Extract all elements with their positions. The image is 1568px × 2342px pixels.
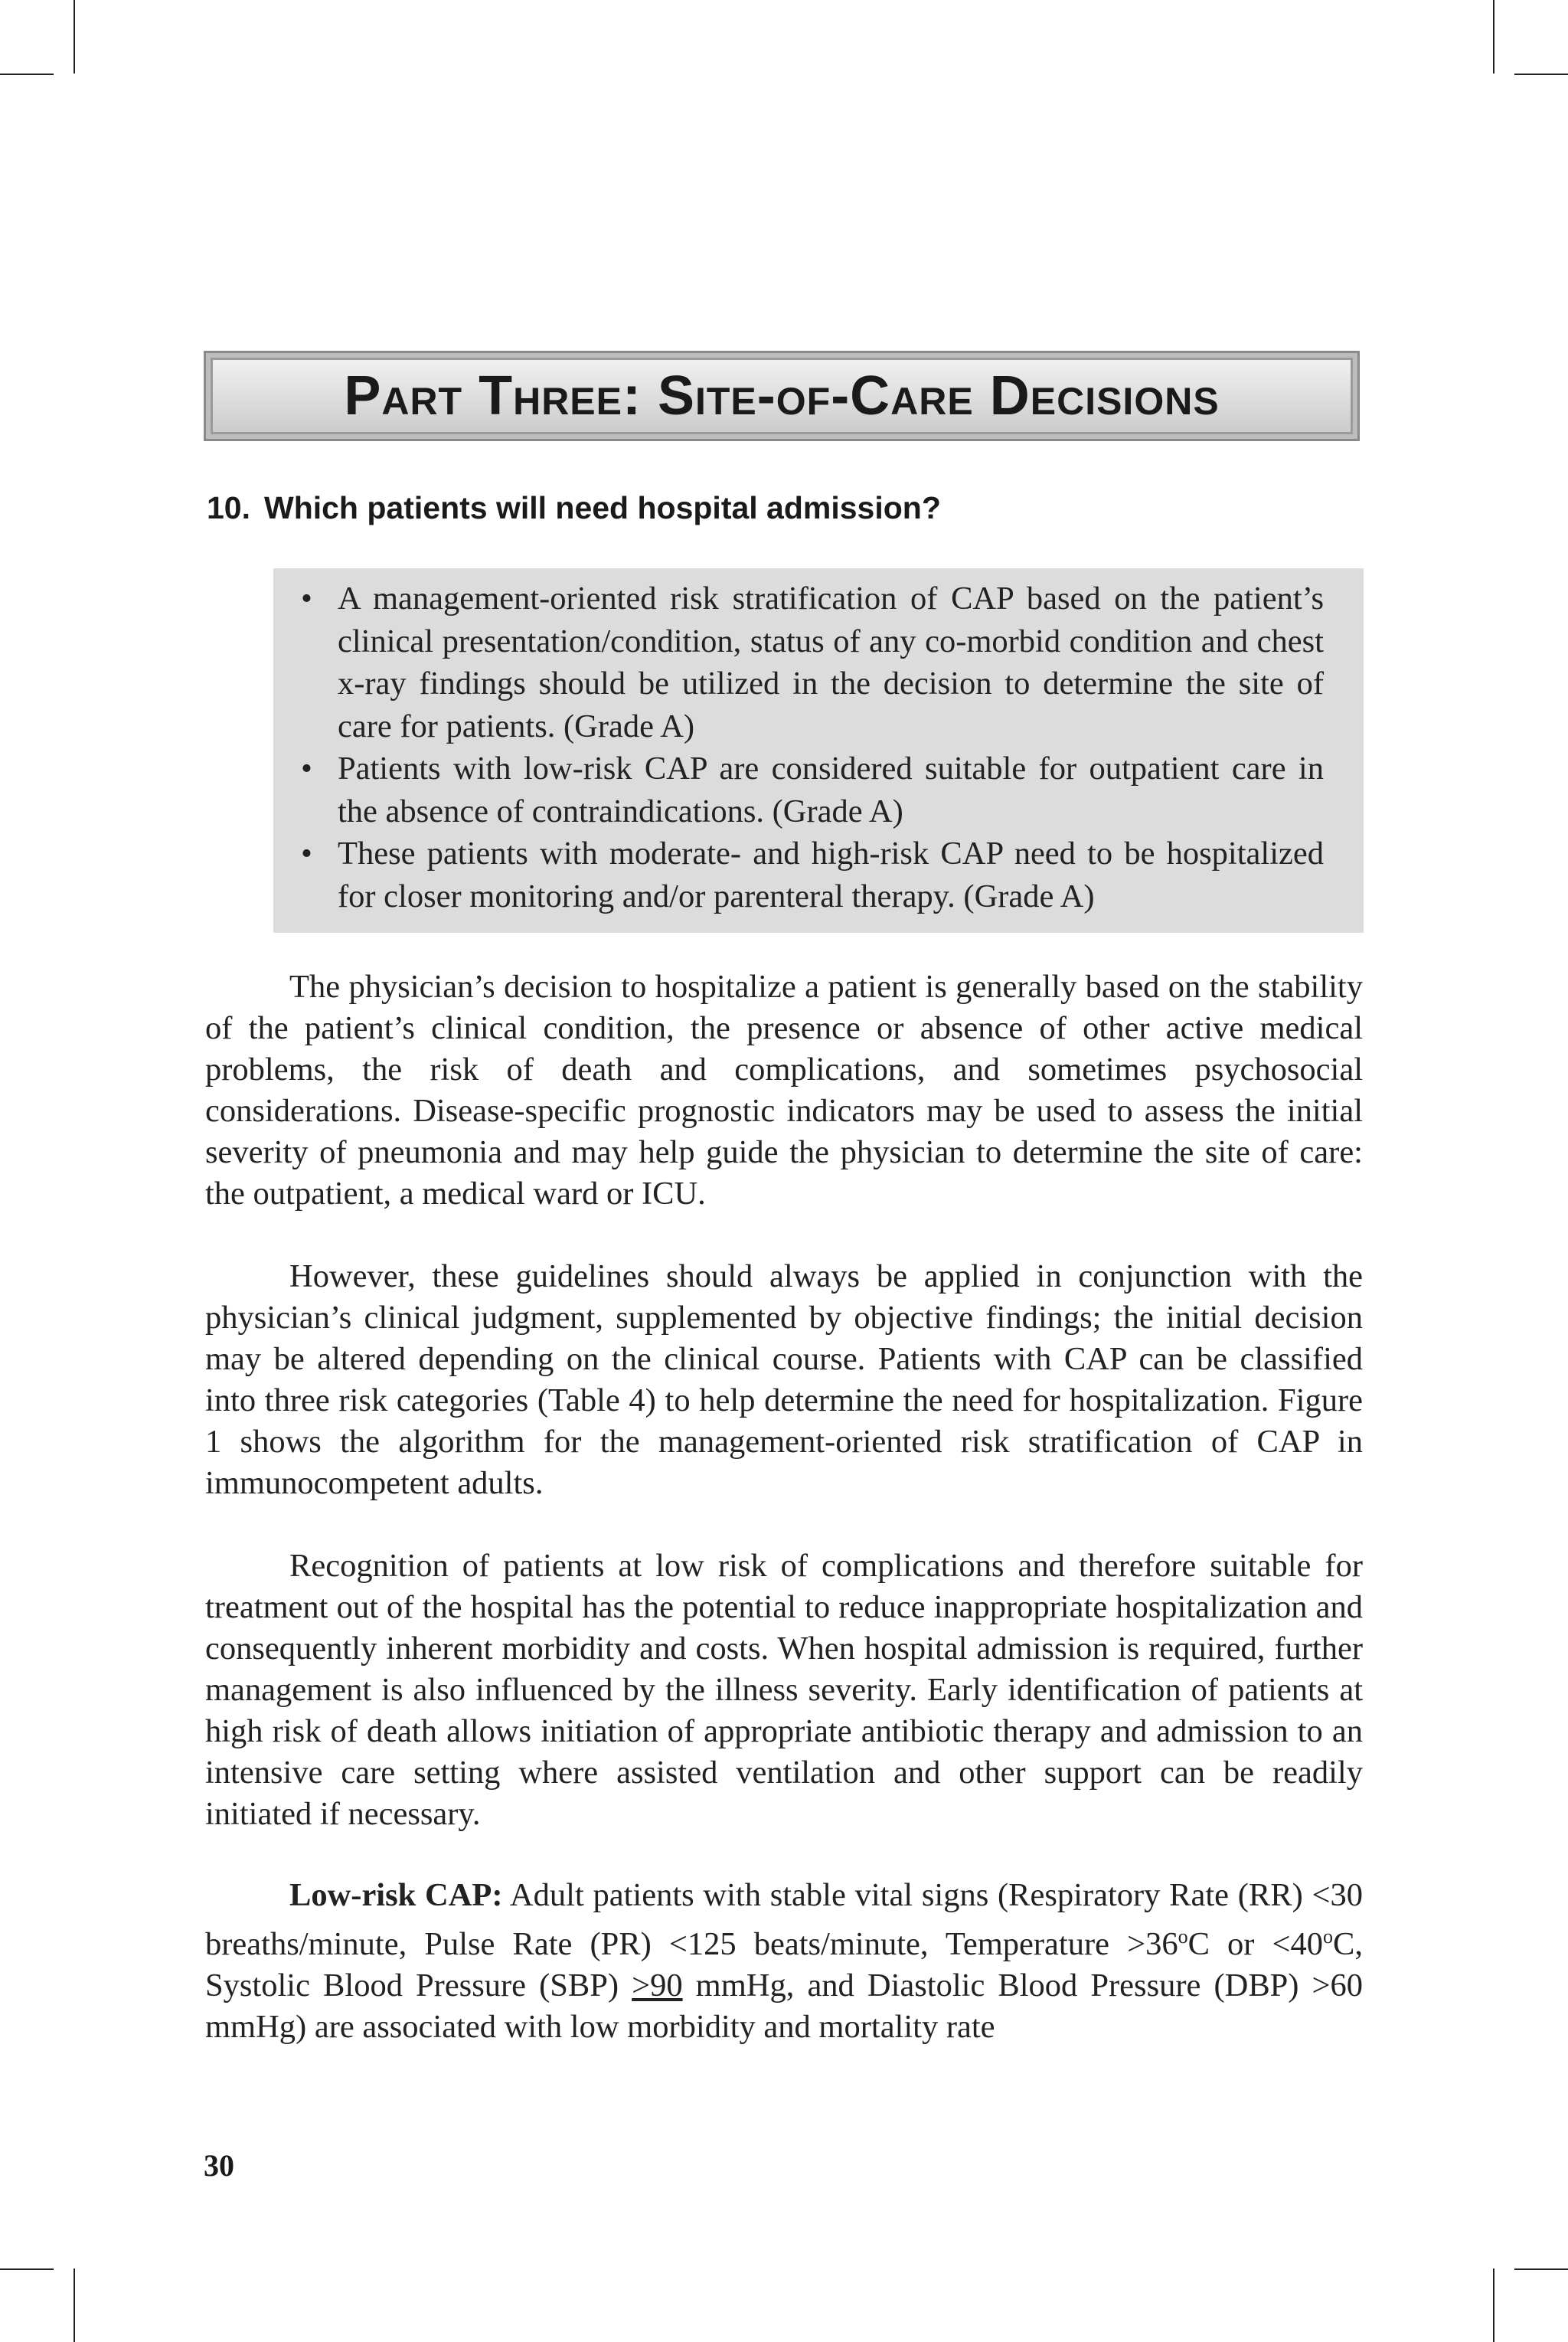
- crop-mark-top-left-h: [0, 74, 54, 75]
- crop-mark-top-right: [1493, 0, 1494, 74]
- crop-mark-bottom-left-h: [0, 2268, 54, 2270]
- crop-mark-bottom-right: [1493, 2268, 1494, 2342]
- crop-mark-top-right-h: [1514, 74, 1568, 75]
- recommendation-list: [295, 577, 1324, 918]
- recommendation-item: • These patients with moderate- and high-risk CAP need to be hospitalized for closer monitoring and/or parenteral therapy. (Grade A): [295, 832, 1324, 918]
- question-text: Which patients will need hospital admission?: [264, 490, 941, 525]
- sbp-value: >90: [632, 1967, 683, 2004]
- question-heading: [207, 490, 941, 526]
- recommendation-box: [273, 568, 1364, 933]
- recommendation-item: • Patients with low-risk CAP are considered suitable for outpatient care in the absence of contraindications. (Grade A): [295, 747, 1324, 832]
- part-heading-banner: [204, 351, 1360, 441]
- crop-mark-bottom-left: [74, 2268, 75, 2342]
- low-risk-paragraph: Low-risk CAP: Adult patients with stable vital signs (Respiratory Rate (RR) <30 breaths/minute, Pulse Rate (PR) <125 beats/minute, Temperature $>36^oC$ or $<40^oC$, Systolic Blood Pressure (SBP) >90 mmHg, and Diastolic Blood Pressure (DBP) >60 mmHg) are associated with low morbidity and mortality rate: [205, 1877, 1363, 2046]
- part-heading: Part Three: Site-of-Care Decisions: [344, 365, 1220, 427]
- crop-mark-top-left: [74, 0, 75, 74]
- bullet-icon: •: [301, 836, 312, 872]
- degree-symbol: o: [1323, 1925, 1334, 1948]
- body-paragraph: However, these guidelines should always be applied in conjunction with the physician’s clinical judgment, supplemented by objective findings; the initial decision may be altered depending on the clinical course. Patients with CAP can be classified into three risk categories (Table 4) to help determine the need for hospitalization. Figure 1 shows the algorithm for the management-oriented risk stratification of CAP in immunocompetent adults.: [205, 1258, 1363, 1501]
- recommendation-item: • A management-oriented risk stratification of CAP based on the patient’s clinical presentation/condition, status of any co-morbid condition and chest x-ray findings should be utilized in the decision to determine the site of care for patients. (Grade A): [295, 577, 1324, 747]
- crop-mark-bottom-right-h: [1514, 2268, 1568, 2270]
- low-risk-label: Low-risk CAP:: [289, 1877, 503, 1913]
- body-paragraph: The physician’s decision to hospitalize a patient is generally based on the stability of the patient’s clinical condition, the presence or absence of other active medical problems, the risk of death and complications, and sometimes psychosocial considerations. Disease-specific prognostic indicators may be used to assess the initial severity of pneumonia and may help guide the physician to determine the site of care: the outpatient, a medical ward or ICU.: [205, 969, 1363, 1212]
- question-number: 10.: [207, 490, 250, 525]
- bullet-icon: •: [301, 751, 312, 787]
- page-number: 30: [204, 2148, 234, 2183]
- body-paragraph: Recognition of patients at low risk of complications and therefore suitable for treatment out of the hospital has the potential to reduce inappropriate hospitalization and consequently inherent morbidity and costs. When hospital admission is required, further management is also influenced by the illness severity. Early identification of patients at high risk of death allows initiation of appropriate antibiotic therapy and admission to an intensive care setting where assisted ventilation and other support can be readily initiated if necessary.: [205, 1548, 1363, 1832]
- degree-symbol: o: [1178, 1925, 1188, 1948]
- bullet-icon: •: [301, 581, 312, 617]
